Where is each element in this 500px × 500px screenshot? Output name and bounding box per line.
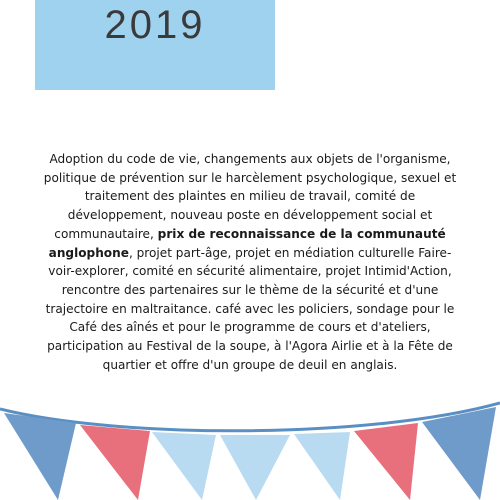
paragraph-text-end: , projet part-âge, projet en médiation culturelle Faire-voir-explorer, comité en sécurité alimentaire, projet Intimid'Action, rencontre des partenaires sur le thème de la sécurité et d'une trajectoire en maltraitance. café avec les policiers, sondage pour le Café des aînés et pour le programme de cours et d'ateliers, participation au Festival de la soupe, à l'Agora Airlie et à la Fête de quartier et offre d'un groupe de deuil en anglais. (45, 245, 455, 372)
year-banner (35, 0, 275, 90)
bunting-flag-coral-2 (354, 423, 418, 500)
bunting-flag-coral-1 (80, 425, 150, 500)
bunting-flag-dark-blue-1 (4, 413, 76, 500)
bunting-decoration (0, 395, 500, 500)
paragraph-text-start: Adoption du code de vie, changements aux objets de l'organisme, politique de prévention sur le harcèlement psychologique, sexuel et traitement des plaintes en milieu de travail, comité de développement, nouveau poste en développement social et communautaire, (43, 152, 457, 241)
activities-paragraph (40, 150, 460, 374)
bunting-flag-dark-blue-2 (422, 407, 496, 500)
bunting-flag-light-blue-2 (220, 435, 290, 500)
paragraph-bold-highlight: prix de reconnaissance de la communauté anglophone (48, 226, 446, 260)
bunting-flag-light-blue-3 (294, 432, 350, 500)
year-heading: 2019 (104, 3, 206, 47)
bunting-flag-light-blue-1 (152, 432, 216, 500)
